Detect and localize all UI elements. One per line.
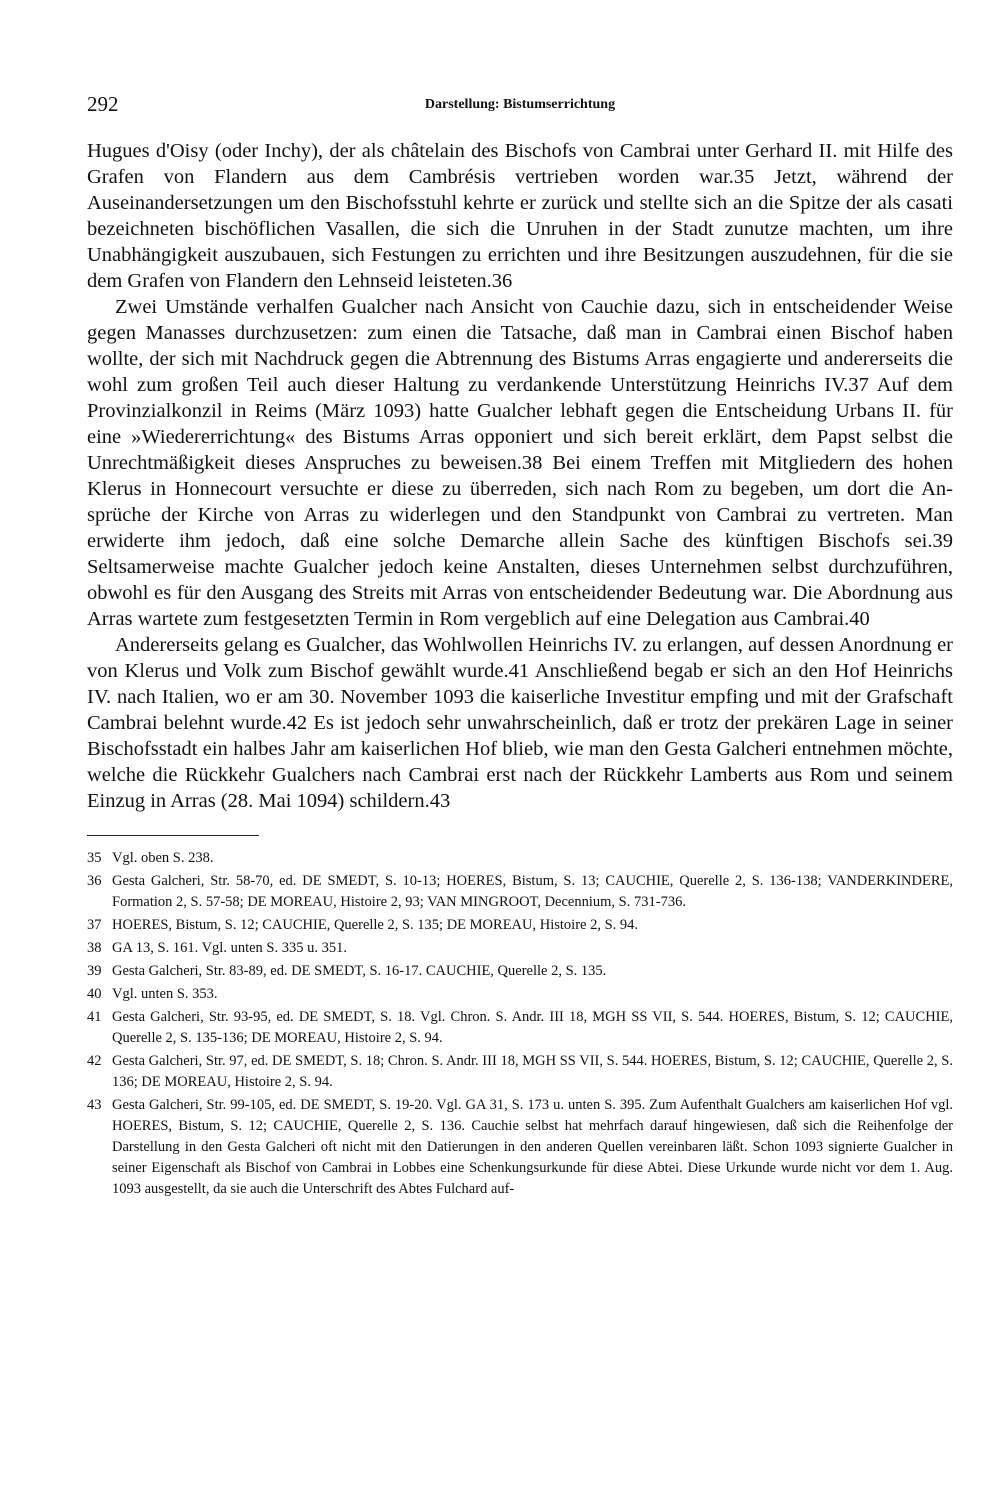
footnote-separator xyxy=(87,835,259,836)
footnote-number: 38 xyxy=(87,940,102,956)
footnote-number: 36 xyxy=(87,873,102,889)
footnotes xyxy=(87,848,953,1200)
footnote-number: 37 xyxy=(87,917,102,933)
footnote xyxy=(87,938,953,959)
footnote-number: 43 xyxy=(87,1097,102,1113)
footnote-text: Gesta Galcheri, Str. 83-89, ed. DE SMEDT, S. 16-17. CAUCHIE, Querelle 2, S. 135. xyxy=(112,963,607,979)
page-number: 292 xyxy=(87,92,119,116)
paragraph: Andererseits gelang es Gualcher, das Wohlwollen Heinrichs IV. zu erlangen, auf dessen Anordnung er von Klerus und Volk zum Bischof gewählt wurde.41 Anschließend begab er sich an den Hof Heinrichs IV. nach Italien, wo er am 30. November 1093 die kaiserliche Investitur empfing und mit der Grafschaft Cambrai belehnt wurde.42 Es ist jedoch sehr unwahrscheinlich, daß er trotz der prekären Lage in seiner Bischofsstadt ein halbes Jahr am kaiserlichen Hof blieb, wie man den Gesta Galcheri entnehmen möchte, welche die Rückkehr Gualchers nach Cambrai erst nach der Rückkehr Lamberts aus Rom und seinem Einzug in Arras (28. Mai 1094) schildern.43 xyxy=(87,634,953,812)
paragraph: Zwei Umstände verhalfen Gualcher nach Ansicht von Cauchie dazu, sich in entscheidender Weise gegen Manasses durchzusetzen: zum einen die Tatsache, daß man in Cambrai einen Bischof haben wollte, der sich mit Nachdruck gegen die Abtrennung des Bistums Arras engagierte und andererseits die wohl zum großen Teil auch dieser Haltung zu verdankende Unterstützung Heinrichs IV.37 Auf dem Provinzialkonzil in Reims (März 1093) hatte Gualcher lebhaft gegen die Entscheidung Urbans II. für eine »Wiedererrichtung« des Bistums Arras opponiert und sich bereit erklärt, dem Papst selbst die Unrechtmäßigkeit dieses Anspruches zu beweisen.38 Bei einem Treffen mit Mitgliedern des hohen Klerus in Honnecourt versuchte er diese zu überreden, sich nach Rom zu begeben, um dort die Ansprüche der Kirche von Arras zu widerlegen und den Standpunkt von Cambrai zu vertreten. Man erwiderte ihm jedoch, daß eine solche Demarche allein Sache des künftigen Bischofs sei.39 Seltsamerweise machte Gualcher jedoch keine Anstalten, dieses Unternehmen selbst durchzuführen, obwohl es für den Ausgang des Streits mit Arras von entscheidender Bedeutung war. Die Abordnung aus Arras wartete zum festgesetzten Termin in Rom vergeblich auf eine Delegation aus Cambrai.40 xyxy=(87,296,953,630)
footnote-text: Vgl. unten S. 353. xyxy=(112,986,218,1002)
footnote-text: HOERES, Bistum, S. 12; CAUCHIE, Querelle 2, S. 135; DE MOREAU, Histoire 2, S. 94. xyxy=(112,917,639,933)
footnote xyxy=(87,1095,953,1200)
footnote-number: 41 xyxy=(87,1009,102,1025)
running-head xyxy=(87,92,953,122)
main-text xyxy=(87,138,953,814)
footnote-text: Gesta Galcheri, Str. 99-105, ed. DE SMEDT, S. 19-20. Vgl. GA 31, S. 173 u. unten S. 395. Zum Aufenthalt Gualchers am kaiserlichen Hof vgl. HOERES, Bistum, S. 12; CAUCHIE, Querelle 2, S. 136. Cauchie selbst hat mehrfach darauf hingewiesen, daß sich die Reihenfolge der Darstellung in den Gesta Galcheri oft nicht mit den Datierungen in den anderen Quellen vereinbaren läßt. Schon 1093 signierte Gualcher in seiner Eigenschaft als Bischof von Cambrai in Lobbes eine Schenkungsurkunde für diese Abtei. Diese Urkunde wurde nicht vor dem 1. Aug. 1093 ausgestellt, da sie auch die Unterschrift des Abtes Fulchard auf- xyxy=(112,1097,953,1197)
footnote xyxy=(87,848,953,869)
footnote-text: Gesta Galcheri, Str. 58-70, ed. DE SMEDT, S. 10-13; HOERES, Bistum, S. 13; CAUCHIE, Querelle 2, S. 136-138; VANDERKINDERE, Formation 2, S. 57-58; DE MOREAU, Histoire 2, 93; VAN MINGROOT, Decennium, S. 731-736. xyxy=(112,873,953,910)
footnote-text: Gesta Galcheri, Str. 93-95, ed. DE SMEDT, S. 18. Vgl. Chron. S. Andr. III 18, MGH SS VII, S. 544. HOERES, Bistum, S. 12; CAUCHIE, Querelle 2, S. 135-136; DE MOREAU, Histoire 2, S. 94. xyxy=(112,1009,953,1046)
footnote xyxy=(87,871,953,913)
footnote-number: 42 xyxy=(87,1053,102,1069)
footnote xyxy=(87,1051,953,1093)
footnote-text: Vgl. oben S. 238. xyxy=(112,850,214,866)
footnote-text: GA 13, S. 161. Vgl. unten S. 335 u. 351. xyxy=(112,940,347,956)
footnote-number: 39 xyxy=(87,963,102,979)
footnote xyxy=(87,1007,953,1049)
footnote-text: Gesta Galcheri, Str. 97, ed. DE SMEDT, S. 18; Chron. S. Andr. III 18, MGH SS VII, S. 544. HOERES, Bistum, S. 12; CAUCHIE, Querelle 2, S. 136; DE MOREAU, Histoire 2, S. 94. xyxy=(112,1053,953,1090)
running-title: Darstellung: Bistumserrichtung xyxy=(424,97,616,112)
footnote xyxy=(87,984,953,1005)
paragraph: Hugues d'Oisy (oder Inchy), der als châtelain des Bischofs von Cambrai unter Gerhard II. mit Hilfe des Grafen von Flandern aus dem Cambrésis vertrieben worden war.35 Jetzt, während der Auseinandersetzungen um den Bischofsstuhl kehrte er zurück und stellte sich an die Spitze der als casati bezeichneten bischöflichen Vasallen, die sich die Unruhen in der Stadt zunutze machten, um ihre Unabhängigkeit auszubauen, sich Festungen zu errichten und ihre Besitzungen auszudehnen, für die sie dem Grafen von Flandern den Lehnseid leisteten.36 xyxy=(87,140,953,292)
book-page xyxy=(87,92,953,1202)
footnote xyxy=(87,961,953,982)
footnote-number: 35 xyxy=(87,850,102,866)
footnote xyxy=(87,915,953,936)
footnote-number: 40 xyxy=(87,986,102,1002)
